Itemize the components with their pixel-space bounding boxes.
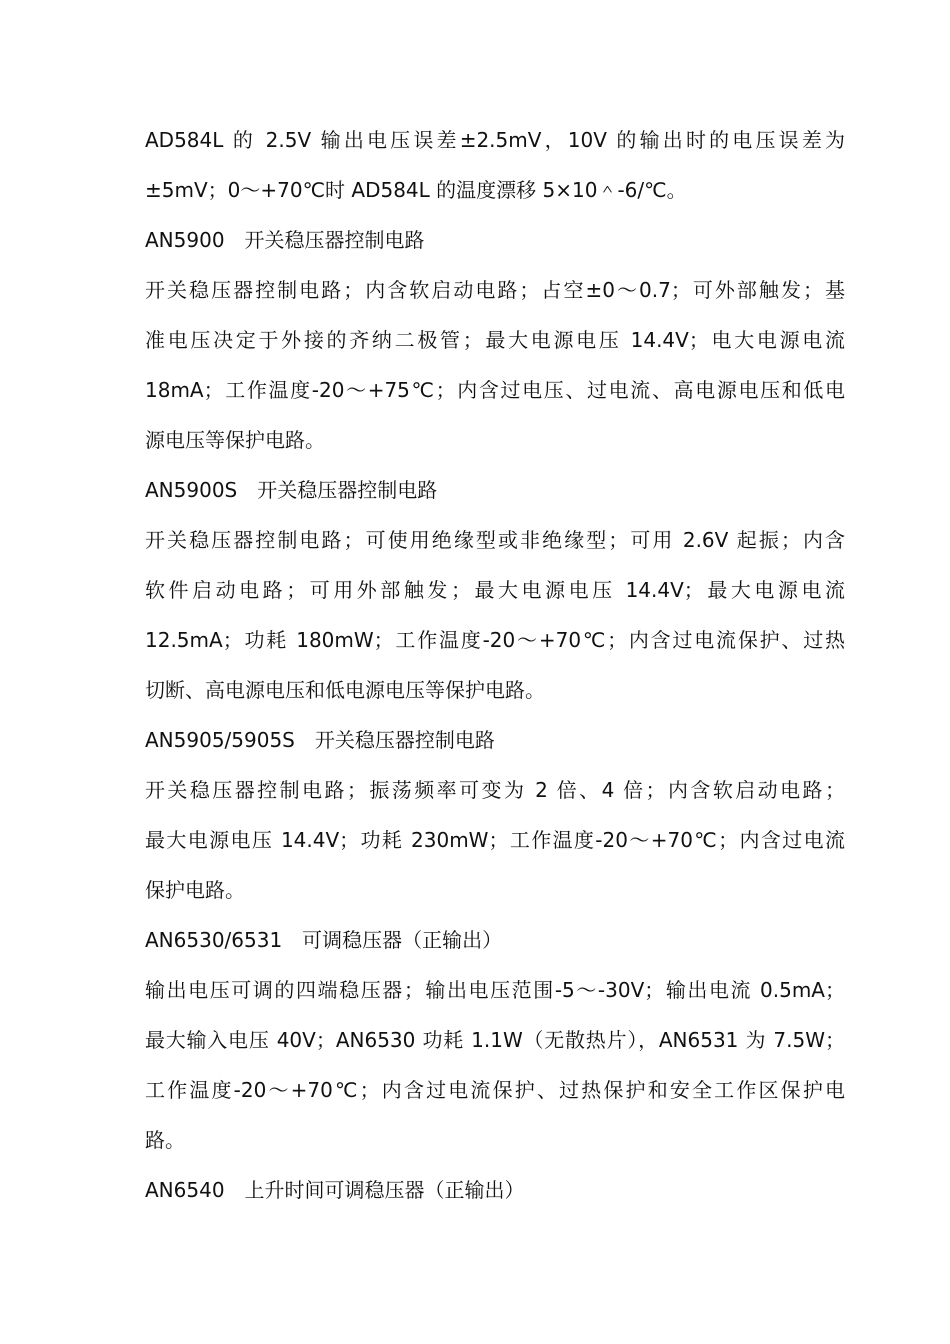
text-line: 保护电路。 bbox=[145, 878, 245, 902]
section-heading: AN5900S 开关稳压器控制电路 bbox=[145, 478, 438, 502]
section-heading: AN6530/6531 可调稳压器（正输出） bbox=[145, 928, 503, 952]
text-line: 12.5mA；功耗 180mW；工作温度-20～+70℃；内含过电流保护、过热 bbox=[145, 628, 845, 652]
text-line: 工作温度-20～+70℃；内含过电流保护、过热保护和安全工作区保护电 bbox=[145, 1078, 845, 1102]
text-line: 路。 bbox=[145, 1128, 185, 1152]
text-line: ±5mV；0～+70℃时 AD584L 的温度漂移 5×10＾-6/℃。 bbox=[145, 178, 687, 202]
text-line: 开关稳压器控制电路；内含软启动电路；占空±0～0.7；可外部触发；基 bbox=[145, 278, 845, 302]
text-line: 输出电压可调的四端稳压器；输出电压范围-5～-30V；输出电流 0.5mA； bbox=[145, 978, 845, 1002]
document-page bbox=[145, 115, 845, 1215]
text-line: 准电压决定于外接的齐纳二极管；最大电源电压 14.4V；电大电源电流 bbox=[145, 328, 845, 352]
section-heading: AN6540 上升时间可调稳压器（正输出） bbox=[145, 1178, 525, 1202]
text-line: 18mA；工作温度-20～+75℃；内含过电压、过电流、高电源电压和低电 bbox=[145, 378, 845, 402]
text-line: 开关稳压器控制电路；振荡频率可变为 2 倍、4 倍；内含软启动电路； bbox=[145, 778, 845, 802]
text-line: 最大输入电压 40V；AN6530 功耗 1.1W（无散热片），AN6531 为 7.5W； bbox=[145, 1028, 845, 1052]
text-line: 源电压等保护电路。 bbox=[145, 428, 325, 452]
text-line: 软件启动电路；可用外部触发；最大电源电压 14.4V；最大电源电流 bbox=[145, 578, 845, 602]
text-line: 开关稳压器控制电路；可使用绝缘型或非绝缘型；可用 2.6V 起振；内含 bbox=[145, 528, 845, 552]
section-heading: AN5900 开关稳压器控制电路 bbox=[145, 228, 425, 252]
text-line: AD584L 的 2.5V 输出电压误差±2.5mV，10V 的输出时的电压误差为 bbox=[145, 128, 845, 152]
section-heading: AN5905/5905S 开关稳压器控制电路 bbox=[145, 728, 495, 752]
text-line: 最大电源电压 14.4V；功耗 230mW；工作温度-20～+70℃；内含过电流 bbox=[145, 828, 845, 852]
text-line: 切断、高电源电压和低电源电压等保护电路。 bbox=[145, 678, 545, 702]
